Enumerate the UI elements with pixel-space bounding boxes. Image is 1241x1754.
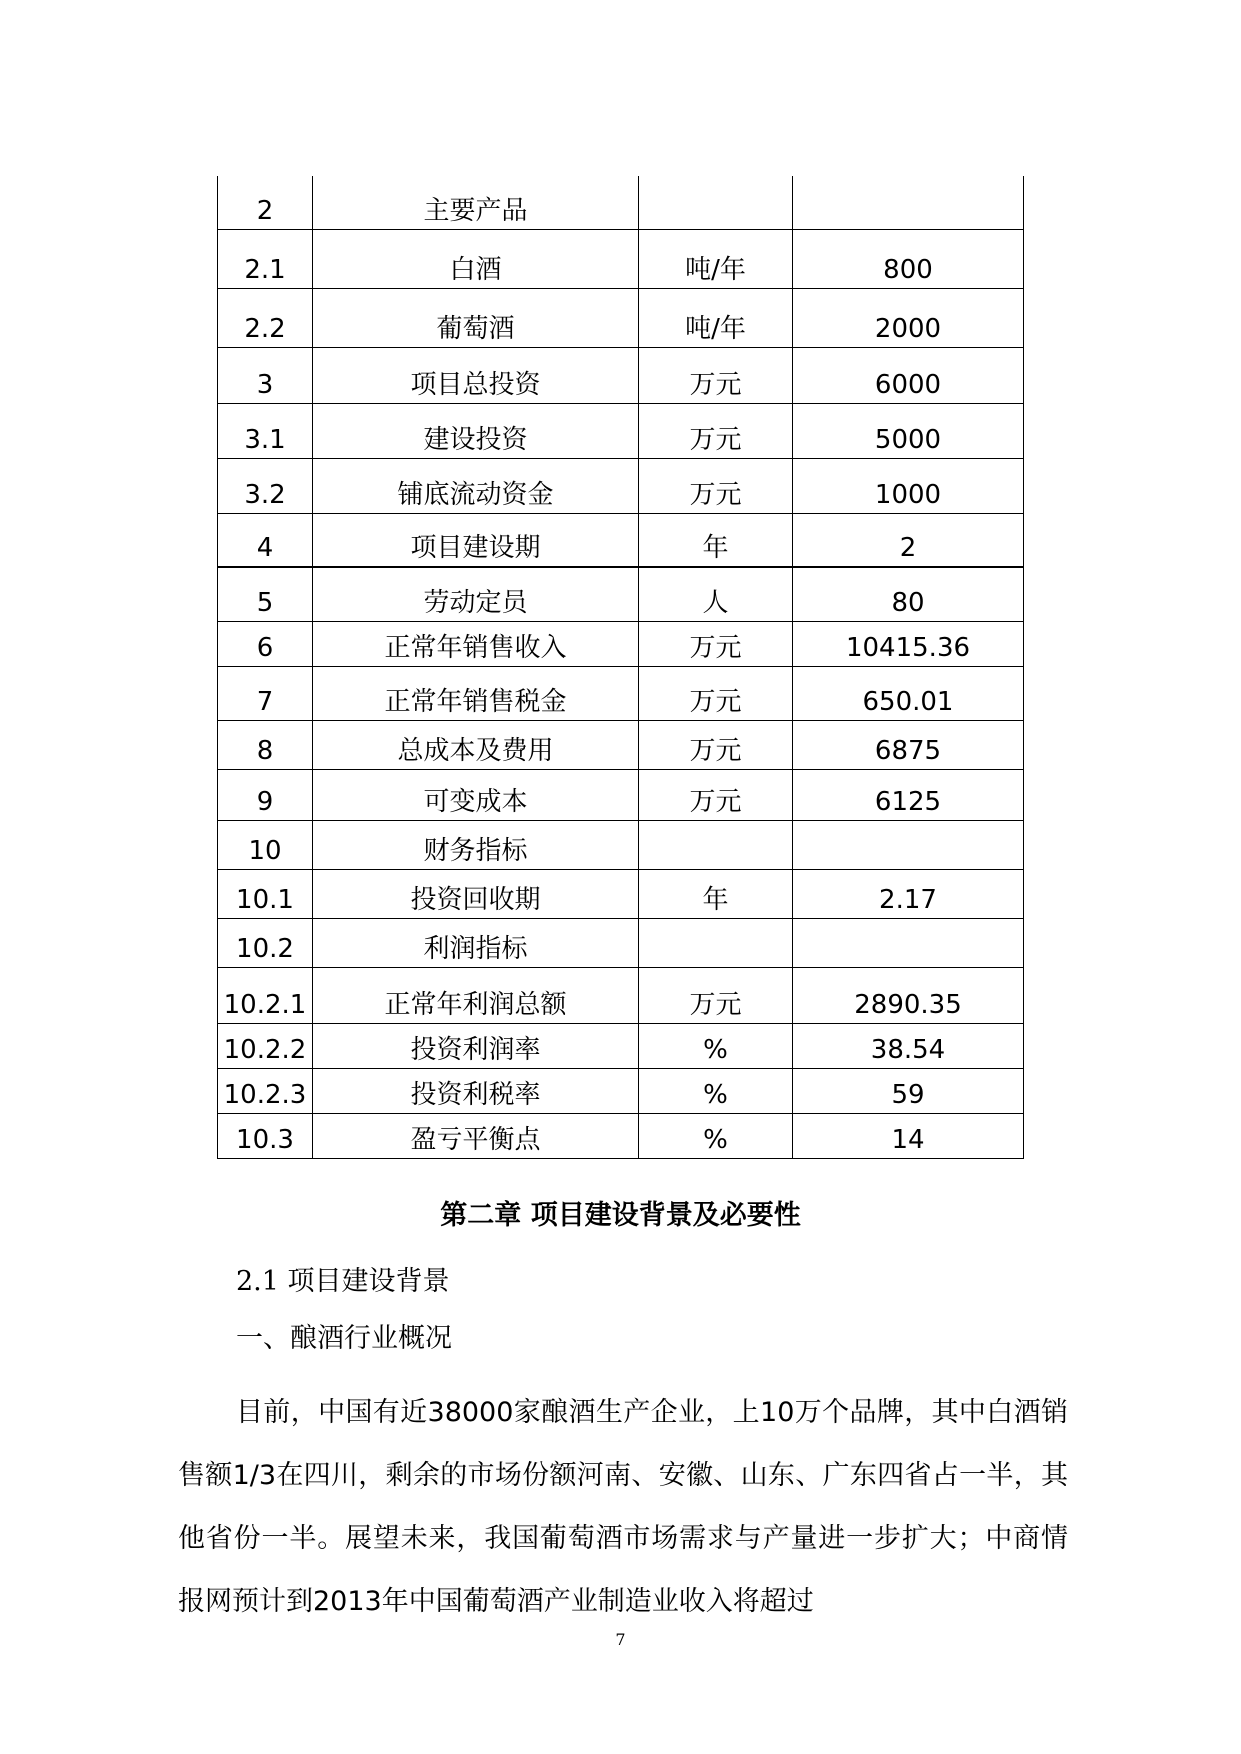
table-row — [218, 1023, 1024, 1068]
cell-unit: % — [639, 1023, 793, 1068]
cell-value — [793, 176, 1024, 229]
cell-item: 可变成本 — [313, 769, 639, 820]
cell-item: 白酒 — [313, 229, 639, 288]
cell-unit: 万元 — [639, 458, 793, 513]
cell-item: 正常年销售收入 — [313, 621, 639, 666]
cell-no: 10.3 — [218, 1113, 313, 1158]
cell-item: 劳动定员 — [313, 567, 639, 621]
cell-unit: 吨/年 — [639, 288, 793, 347]
cell-value: 2000 — [793, 288, 1024, 347]
cell-item: 投资利润率 — [313, 1023, 639, 1068]
table-row — [218, 769, 1024, 820]
cell-unit: % — [639, 1068, 793, 1113]
cell-item: 正常年利润总额 — [313, 967, 639, 1023]
table-row — [218, 513, 1024, 567]
cell-item: 葡萄酒 — [313, 288, 639, 347]
cell-value: 10415.36 — [793, 621, 1024, 666]
cell-item: 项目建设期 — [313, 513, 639, 567]
cell-unit — [639, 820, 793, 869]
cell-no: 9 — [218, 769, 313, 820]
cell-no: 3 — [218, 347, 313, 403]
table-row — [218, 176, 1024, 229]
cell-unit — [639, 176, 793, 229]
cell-unit: 吨/年 — [639, 229, 793, 288]
table-row — [218, 621, 1024, 666]
cell-value: 80 — [793, 567, 1024, 621]
cell-value: 1000 — [793, 458, 1024, 513]
cell-item: 正常年销售税金 — [313, 666, 639, 720]
table-row — [218, 229, 1024, 288]
cell-value: 800 — [793, 229, 1024, 288]
cell-unit — [639, 918, 793, 967]
cell-no: 10 — [218, 820, 313, 869]
cell-no: 10.2.3 — [218, 1068, 313, 1113]
cell-no: 8 — [218, 720, 313, 769]
cell-unit: 年 — [639, 513, 793, 567]
cell-unit: 万元 — [639, 666, 793, 720]
cell-value — [793, 820, 1024, 869]
cell-no: 4 — [218, 513, 313, 567]
cell-no: 6 — [218, 621, 313, 666]
cell-no: 3.2 — [218, 458, 313, 513]
cell-no: 10.1 — [218, 869, 313, 918]
table-row — [218, 820, 1024, 869]
cell-value: 14 — [793, 1113, 1024, 1158]
cell-item: 建设投资 — [313, 403, 639, 458]
table-row — [218, 1113, 1024, 1158]
cell-item: 投资利税率 — [313, 1068, 639, 1113]
cell-value: 650.01 — [793, 666, 1024, 720]
cell-item: 盈亏平衡点 — [313, 1113, 639, 1158]
table-row — [218, 458, 1024, 513]
cell-value: 6000 — [793, 347, 1024, 403]
cell-item: 投资回收期 — [313, 869, 639, 918]
table-row — [218, 869, 1024, 918]
cell-unit: 万元 — [639, 967, 793, 1023]
table-row — [218, 1068, 1024, 1113]
cell-item: 总成本及费用 — [313, 720, 639, 769]
cell-no: 3.1 — [218, 403, 313, 458]
table-row — [218, 666, 1024, 720]
cell-value: 6875 — [793, 720, 1024, 769]
cell-item: 项目总投资 — [313, 347, 639, 403]
cell-no: 10.2.2 — [218, 1023, 313, 1068]
cell-no: 5 — [218, 567, 313, 621]
cell-item: 铺底流动资金 — [313, 458, 639, 513]
cell-value — [793, 918, 1024, 967]
cell-no: 10.2 — [218, 918, 313, 967]
sub-section-title: 一、酿酒行业概况 — [236, 1323, 452, 1354]
cell-unit: 万元 — [639, 769, 793, 820]
indicator-table-body — [218, 176, 1024, 1158]
table-row — [218, 347, 1024, 403]
cell-no: 2.1 — [218, 229, 313, 288]
table-row — [218, 288, 1024, 347]
cell-value: 2.17 — [793, 869, 1024, 918]
cell-unit: 年 — [639, 869, 793, 918]
body-paragraph: 目前，中国有近38000家酿酒生产企业，上10万个品牌，其中白酒销售额1/3在四川，剩余的市场份额河南、安徽、山东、广东四省占一半，其他省份一半。展望未来，我国葡萄酒市场需求与产量进一步扩大；中商情报网预计到2013年中国葡萄酒产业制造业收入将超过 — [178, 1397, 1068, 1617]
cell-value: 2 — [793, 513, 1024, 567]
table-row — [218, 967, 1024, 1023]
cell-unit: 万元 — [639, 347, 793, 403]
table-row — [218, 720, 1024, 769]
cell-unit: 万元 — [639, 720, 793, 769]
cell-item: 财务指标 — [313, 820, 639, 869]
cell-no: 7 — [218, 666, 313, 720]
page-number: 7 — [615, 1630, 626, 1649]
chapter-title: 第二章 项目建设背景及必要性 — [440, 1200, 801, 1231]
cell-value: 59 — [793, 1068, 1024, 1113]
cell-value: 2890.35 — [793, 967, 1024, 1023]
cell-no: 10.2.1 — [218, 967, 313, 1023]
table-row — [218, 918, 1024, 967]
cell-item: 利润指标 — [313, 918, 639, 967]
cell-value: 5000 — [793, 403, 1024, 458]
section-title: 2.1 项目建设背景 — [236, 1266, 450, 1297]
cell-unit: 人 — [639, 567, 793, 621]
cell-unit: 万元 — [639, 621, 793, 666]
table-row — [218, 567, 1024, 621]
cell-item: 主要产品 — [313, 176, 639, 229]
cell-no: 2.2 — [218, 288, 313, 347]
cell-no: 2 — [218, 176, 313, 229]
cell-value: 38.54 — [793, 1023, 1024, 1068]
indicator-table — [217, 176, 1024, 1159]
cell-unit: 万元 — [639, 403, 793, 458]
cell-unit: % — [639, 1113, 793, 1158]
table-row — [218, 403, 1024, 458]
cell-value: 6125 — [793, 769, 1024, 820]
